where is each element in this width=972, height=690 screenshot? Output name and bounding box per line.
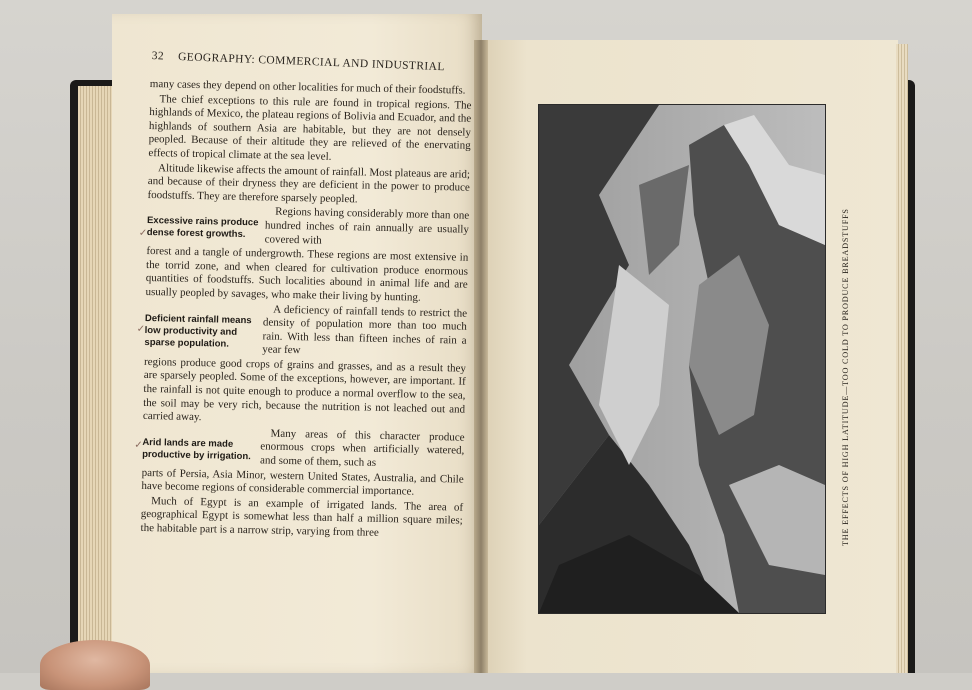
paragraph: forest and a tangle of undergrowth. These regions are most extensive in the torrid zone, and when cleared for cultivation produce enormous quantities of foodstuffs. Such localities abound in animal life and are usually peopled by savages, who make their living by hunting. — [145, 245, 469, 304]
mountain-photo-icon — [539, 105, 825, 613]
pencil-check-mark: ✓ — [138, 228, 148, 240]
paragraph: The chief exceptions to this rule are found in tropical regions. The highlands of Mexico, the plateau regions of Bolivia and Ecuador, and the highlands of southern Asia are habitable, but they are not densely peopled. Because of their altitude they are relieved of the enervating effects of tropical climate at the sea level. — [148, 92, 472, 163]
reader-thumb — [40, 640, 150, 690]
left-page-text — [134, 78, 472, 543]
running-head-title: GEOGRAPHY: COMMERCIAL AND INDUSTRIAL — [177, 51, 445, 74]
paragraph: regions produce good crops of grains and grasses, and as a result they are sparsely peopled. Some of the exceptions, however, are important. If the rainfall is not quite enough to produce a normal overflow to the sea, the soil may be very rich, because the nutrition is not leached out and carried away. — [142, 355, 467, 424]
right-page-edges — [896, 44, 908, 673]
pencil-check-mark: ✓ — [136, 323, 146, 335]
paragraph: A deficiency of rainfall tends to restrict the density of population more than too much rain. With less than fifteen inches of rain a year few — [262, 303, 468, 357]
side-heading: Arid lands are made productive by irrigation. — [142, 436, 251, 463]
mountain-photo-plate — [538, 104, 826, 614]
plate-caption: THE EFFECTS OF HIGH LATITUDE—TOO COLD TO PRODUCE BREADSTUFFS — [841, 208, 850, 546]
paragraph: parts of Persia, Asia Minor, western United States, Australia, and Chile have become regions of considerable commercial importance. — [141, 466, 464, 498]
paragraph: Altitude likewise affects the amount of rainfall. Most plateaus are arid; and because of their dryness they are deficient in the power to produce foodstuffs. They are therefore sparsely peopled. — [147, 161, 471, 206]
paragraph: Regions having considerably more than one hundred inches of rain annually are usually covered with — [264, 205, 470, 247]
paragraph: Much of Egypt is an example of irrigated lands. The area of geographical Egypt is somewhat less than half a million square miles; the habitable part is a narrow strip, varying from three — [140, 494, 464, 539]
paragraph: many cases they depend on other localities for much of their foodstuffs. — [149, 78, 466, 97]
page-number: 32 — [151, 50, 165, 63]
side-heading: Deficient rainfall means low productivity and sparse population. — [144, 312, 252, 350]
side-heading-row — [136, 300, 468, 361]
side-heading-row — [138, 203, 470, 251]
side-heading: Excessive rains produce dense forest growths. — [146, 215, 259, 241]
side-heading-row — [134, 425, 465, 473]
pencil-check-mark: ✓ — [134, 439, 143, 451]
paragraph: Many areas of this character produce enormous crops when artificially watered, and some of them, such as — [259, 427, 465, 469]
book-gutter — [474, 40, 488, 673]
